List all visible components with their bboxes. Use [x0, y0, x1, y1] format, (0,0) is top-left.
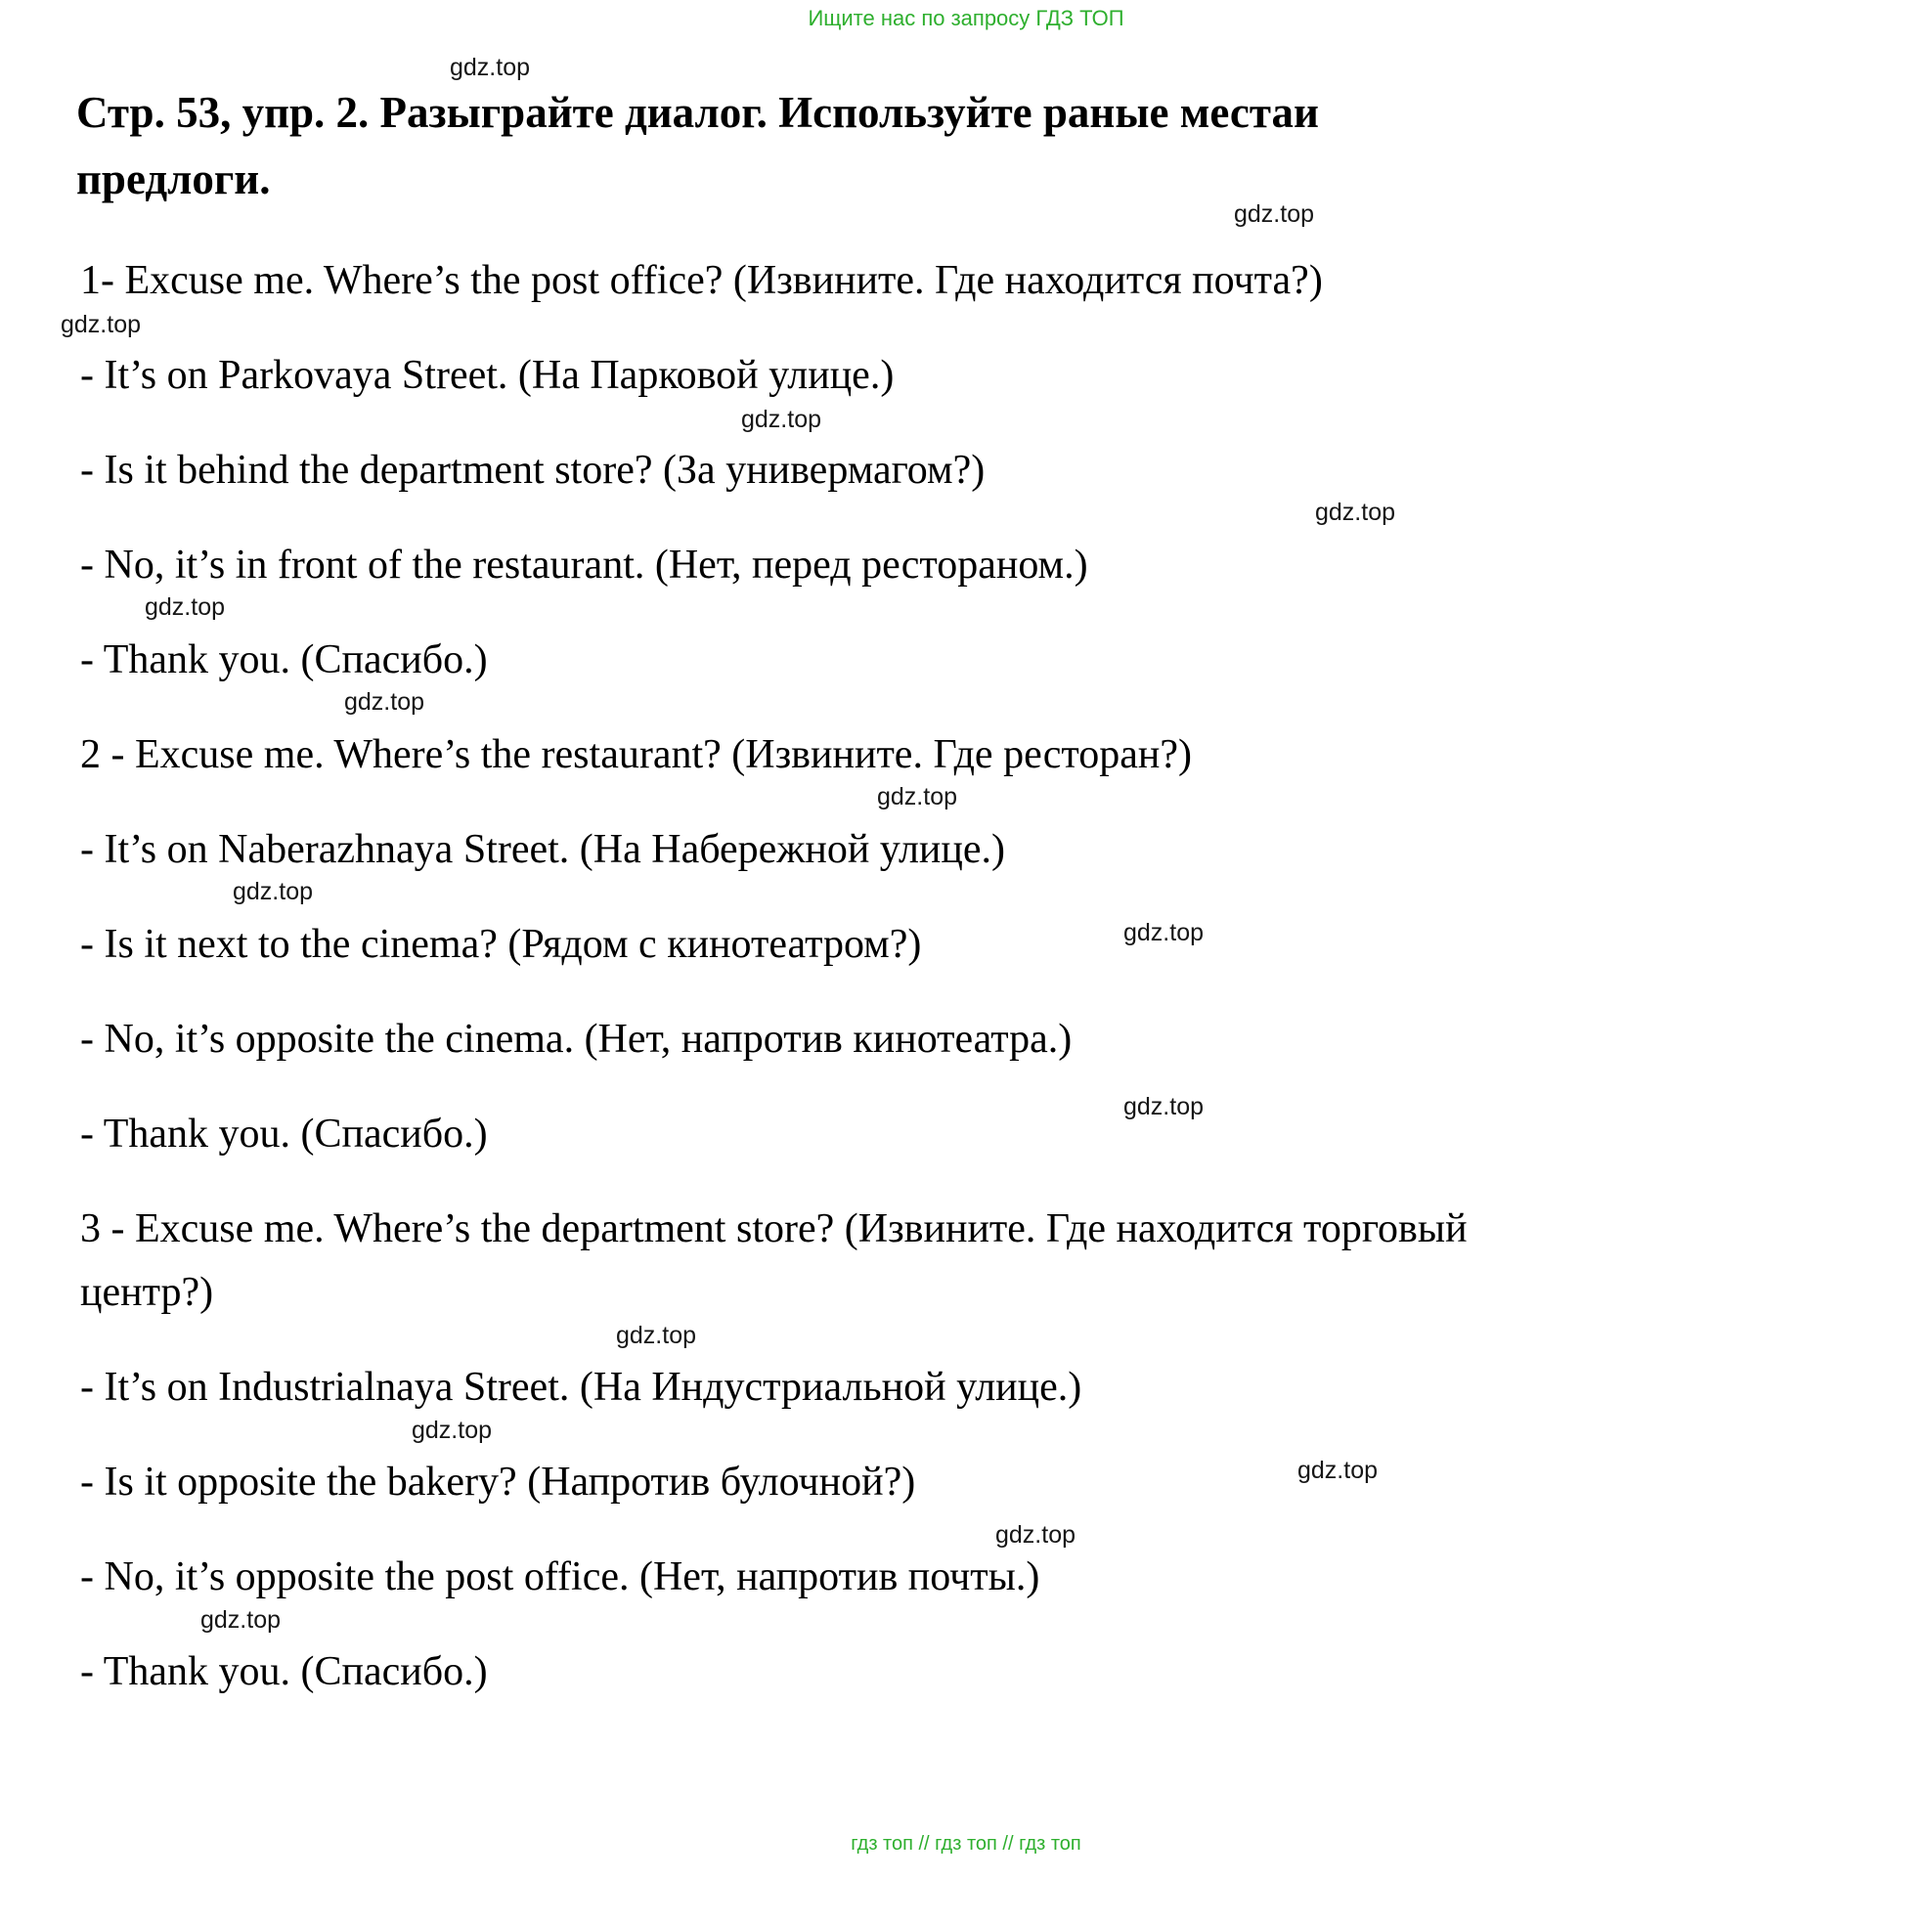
dialog-line: - Is it next to the cinema? (Рядом с кинотеатром?)	[80, 922, 922, 967]
gdz-watermark: gdz.top	[145, 593, 226, 621]
gdz-watermark: gdz.top	[233, 878, 314, 905]
gdz-watermark: gdz.top	[344, 688, 425, 716]
dialog-line: 3 - Excuse me. Where’s the department store? (Извините. Где находится торговый центр?)	[80, 1206, 1468, 1316]
dialog-line: - No, it’s in front of the restaurant. (Нет, перед рестораном.)	[80, 543, 1088, 588]
gdz-watermark: gdz.top	[1297, 1457, 1379, 1484]
top-promo-banner: Ищите нас по запросу ГДЗ ТОП	[808, 6, 1124, 30]
dialog-line: 1- Excuse me. Where’s the post office? (Извините. Где находится почта?)	[80, 258, 1323, 303]
dialog-line: - Is it behind the department store? (За универмагом?)	[80, 448, 986, 493]
gdz-watermark: gdz.top	[412, 1417, 493, 1444]
gdz-watermark: gdz.top	[61, 311, 142, 338]
dialog-line: - Thank you. (Спасибо.)	[80, 637, 488, 682]
dialog-line: - It’s on Industrialnaya Street. (На Индустриальной улице.)	[80, 1365, 1082, 1410]
gdz-watermark: gdz.top	[200, 1606, 282, 1634]
exercise-title: Стр. 53, упр. 2. Разыграйте диалог. Используйте раные местаи предлоги.	[76, 88, 1319, 203]
gdz-watermark: gdz.top	[450, 54, 531, 81]
dialog-line: - It’s on Parkovaya Street. (На Парковой улице.)	[80, 353, 895, 398]
dialog-line: 2 - Excuse me. Where’s the restaurant? (Извините. Где ресторан?)	[80, 732, 1192, 777]
dialog-line: - Thank you. (Спасибо.)	[80, 1649, 488, 1694]
gdz-watermark: gdz.top	[1123, 919, 1205, 946]
footer-links[interactable]: гдз топ // гдз топ // гдз топ	[851, 1833, 1081, 1855]
dialog-line: - Thank you. (Спасибо.)	[80, 1112, 488, 1157]
gdz-watermark: gdz.top	[741, 406, 822, 433]
dialog-line: - No, it’s opposite the post office. (Нет, напротив почты.)	[80, 1554, 1040, 1599]
gdz-watermark: gdz.top	[995, 1521, 1076, 1549]
gdz-watermark: gdz.top	[1123, 1093, 1205, 1120]
gdz-watermark: gdz.top	[616, 1322, 697, 1349]
gdz-watermark: gdz.top	[1315, 499, 1396, 526]
dialog-line: - Is it opposite the bakery? (Напротив булочной?)	[80, 1460, 916, 1505]
dialog-line: - No, it’s opposite the cinema. (Нет, напротив кинотеатра.)	[80, 1017, 1073, 1062]
gdz-watermark: gdz.top	[1234, 200, 1315, 228]
gdz-watermark: gdz.top	[877, 783, 958, 810]
dialog-line: - It’s on Naberazhnaya Street. (На Набережной улице.)	[80, 827, 1005, 872]
